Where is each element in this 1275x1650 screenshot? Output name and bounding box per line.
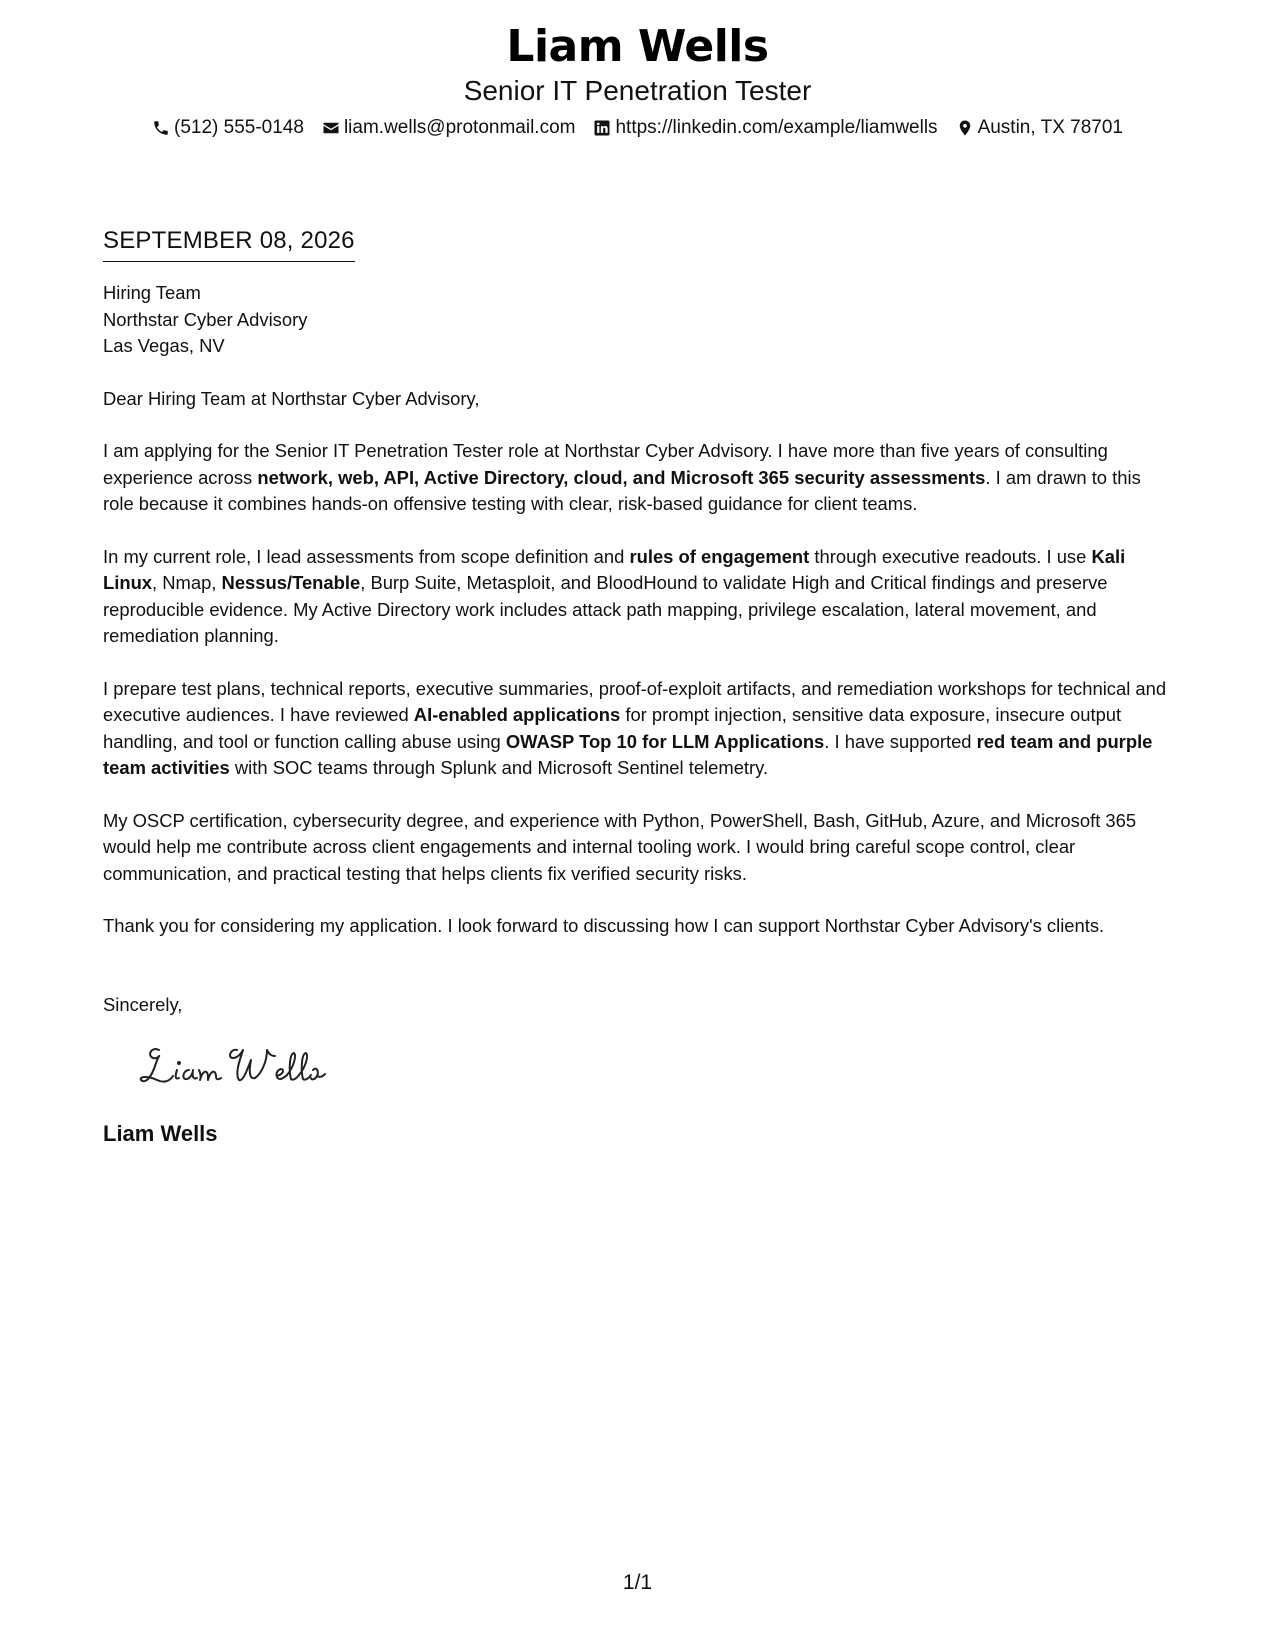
recipient-line: Hiring Team <box>103 282 201 303</box>
handwritten-signature <box>139 1036 339 1096</box>
text-run: , Burp Suite, Metasploit, and BloodHound to validate High and Critical findings and preserve reproducible evidence. My Active Directory work includes attack path mapping, privilege escalation, lateral movement, and remediation planning. <box>103 572 1108 646</box>
bold-run: Kali Linux <box>103 545 1126 593</box>
signature-image <box>139 1036 1175 1098</box>
paragraph <box>103 676 1175 782</box>
contact-linkedin[interactable] <box>593 116 937 140</box>
text-run: I prepare test plans, technical reports, executive summaries, proof-of-exploit artifacts, and remediation workshops for technical and executive audiences. I have reviewed <box>103 677 1167 725</box>
applicant-title: Senior IT Penetration Tester <box>463 75 812 106</box>
bold-run: red team and purple team activities <box>103 730 1153 778</box>
linkedin-text: https://linkedin.com/example/liamwells <box>615 117 938 138</box>
salutation: Dear Hiring Team at Northstar Cyber Advisory, <box>103 387 480 409</box>
applicant-name: Liam Wells <box>506 21 769 72</box>
letter-body <box>103 225 1175 1148</box>
bold-run: network, web, API, Active Directory, cloud, and Microsoft 365 security assessments <box>257 466 986 488</box>
recipient-line: Las Vegas, NV <box>103 335 225 356</box>
email-text: liam.wells@protonmail.com <box>343 117 576 138</box>
paragraph <box>103 544 1175 650</box>
map-pin-icon <box>956 119 974 137</box>
text-run: , Nmap, <box>152 572 222 593</box>
contact-email[interactable] <box>322 116 576 140</box>
text-run: . I have supported <box>824 730 977 752</box>
text-run: for prompt injection, sensitive data exposure, insecure output handling, and tool or function calling abuse using <box>103 704 1122 752</box>
letter-date: SEPTEMBER 08, 2026 <box>103 225 355 262</box>
page-number: 1/1 <box>622 1571 653 1594</box>
text-run: . I am drawn to this role because it combines hands-on offensive testing with clear, risk-based guidance for client teams. <box>103 466 1141 514</box>
text-run: I am applying for the Senior IT Penetration Tester role at Northstar Cyber Advisory. I have more than five years of consulting experience across <box>103 440 1108 488</box>
recipient-line: Northstar Cyber Advisory <box>103 308 308 330</box>
text-run: In my current role, I lead assessments from scope definition and <box>103 545 630 567</box>
contact-bar <box>0 116 1275 140</box>
recipient-block <box>103 280 1175 360</box>
contact-phone <box>152 116 304 140</box>
closing: Sincerely, <box>103 993 183 1015</box>
phone-icon <box>152 119 170 137</box>
signer-name: Liam Wells <box>103 1121 218 1146</box>
paragraph <box>103 438 1175 518</box>
paragraph: Thank you for considering my application. I look forward to discussing how I can support Northstar Cyber Advisory's clients. <box>103 915 1105 936</box>
letter-header <box>0 20 1275 140</box>
bold-run: OWASP Top 10 for LLM Applications <box>505 730 825 752</box>
linkedin-icon <box>593 119 611 137</box>
location-text: Austin, TX 78701 <box>977 117 1123 138</box>
text-run: through executive readouts. I use <box>809 545 1092 567</box>
paragraph: My OSCP certification, cybersecurity degree, and experience with Python, PowerShell, Bash, GitHub, Azure, and Microsoft 365 would help me contribute across client engagements and internal tooling work. I would bring careful scope control, clear communication, and practical testing that helps clients fix verified security risks. <box>103 809 1137 884</box>
text-run: with SOC teams through Splunk and Microsoft Sentinel telemetry. <box>229 757 769 778</box>
phone-text: (512) 555-0148 <box>174 117 304 138</box>
bold-run: Nessus/Tenable <box>221 572 361 593</box>
envelope-icon <box>322 119 340 137</box>
contact-location <box>956 116 1123 140</box>
bold-run: rules of engagement <box>629 545 810 567</box>
bold-run: AI-enabled applications <box>413 704 621 725</box>
